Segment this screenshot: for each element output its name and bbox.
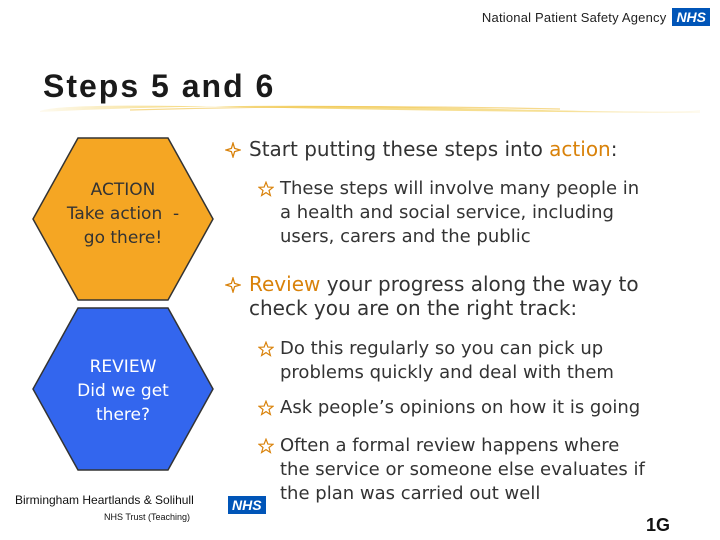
five-point-star-icon bbox=[258, 438, 274, 454]
bullet-2-accent: Review bbox=[249, 272, 321, 296]
sub-bullet-1-1-line-2: a health and social service, including bbox=[280, 202, 614, 223]
four-point-star-icon bbox=[225, 142, 241, 158]
bullet-2 bbox=[225, 272, 639, 320]
nhs-logo: NHS bbox=[672, 8, 710, 26]
bullet-1-end: : bbox=[610, 137, 618, 161]
trust-footer bbox=[15, 493, 194, 522]
review-label bbox=[40, 355, 206, 427]
five-point-star-icon bbox=[258, 181, 274, 197]
review-line-3: there? bbox=[96, 405, 150, 425]
sub-bullet-2-2 bbox=[258, 396, 640, 420]
review-line-2: Did we get bbox=[77, 381, 169, 401]
action-line-2: Take action - bbox=[66, 204, 180, 224]
bullet-2-line-2: check you are on the right track: bbox=[249, 296, 578, 320]
bullet-1 bbox=[225, 137, 617, 161]
bullet-2-text: your progress along the way to bbox=[320, 272, 639, 296]
sub-bullet-1-1 bbox=[258, 177, 639, 249]
sub-bullet-2-3-line-3: the plan was carried out well bbox=[280, 483, 541, 504]
bullet-1-text: Start putting these steps into bbox=[249, 137, 550, 161]
sub-bullet-2-3 bbox=[258, 434, 645, 506]
sub-bullet-2-2-line-1: Ask people’s opinions on how it is going bbox=[280, 397, 641, 418]
sub-bullet-2-1-line-2: problems quickly and deal with them bbox=[280, 362, 614, 383]
page-number: 1G bbox=[646, 515, 671, 535]
agency-name: National Patient Safety Agency bbox=[481, 9, 667, 25]
sub-bullet-2-3-line-1: Often a formal review happens where bbox=[280, 435, 620, 456]
five-point-star-icon bbox=[258, 341, 274, 357]
trust-subtitle: NHS Trust (Teaching) bbox=[104, 512, 191, 522]
action-title: ACTION bbox=[90, 180, 156, 200]
footer-nhs-logo: NHS bbox=[228, 496, 266, 514]
sub-bullet-1-1-line-1: These steps will involve many people in bbox=[280, 178, 640, 199]
title-underline bbox=[40, 100, 700, 118]
agency-header bbox=[482, 8, 710, 26]
sub-bullet-2-1-line-1: Do this regularly so you can pick up bbox=[280, 338, 604, 359]
four-point-star-icon bbox=[225, 277, 241, 293]
trust-name: Birmingham Heartlands & Solihull bbox=[15, 493, 194, 507]
action-label bbox=[40, 178, 206, 250]
bullet-1-accent: action bbox=[549, 137, 611, 161]
sub-bullet-1-1-line-3: users, carers and the public bbox=[280, 226, 531, 247]
five-point-star-icon bbox=[258, 400, 274, 416]
sub-bullet-2-1 bbox=[258, 337, 614, 385]
action-line-3: go there! bbox=[83, 228, 163, 248]
review-title: REVIEW bbox=[89, 357, 157, 377]
slide-title: Steps 5 and 6 bbox=[43, 68, 276, 104]
sub-bullet-2-3-line-2: the service or someone else evaluates if bbox=[280, 459, 645, 480]
